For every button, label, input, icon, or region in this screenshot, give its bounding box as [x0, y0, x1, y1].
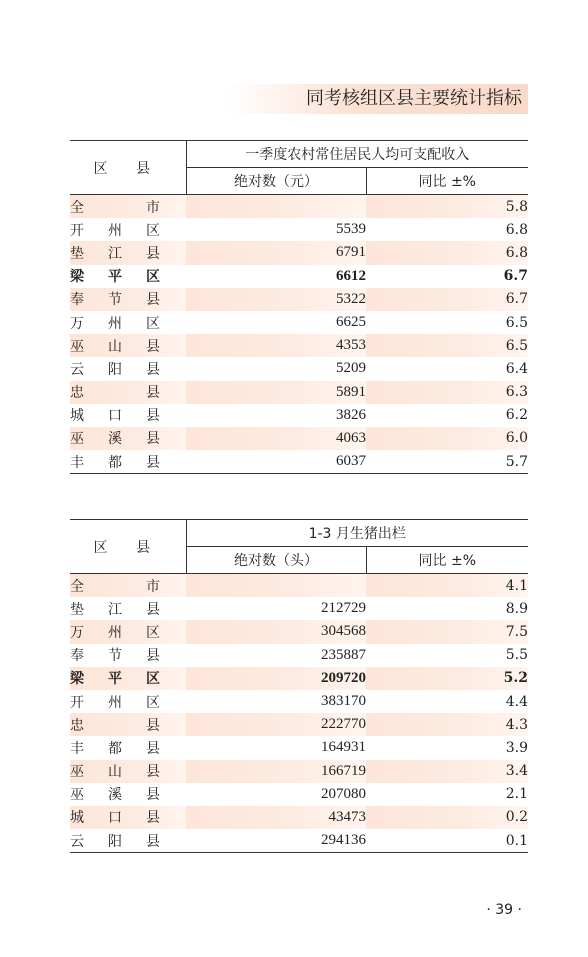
table-row [70, 829, 528, 853]
region-name [70, 736, 186, 759]
abs-value: 5539 [336, 221, 366, 238]
pct-value: 6.4 [505, 360, 528, 377]
region-name [70, 334, 186, 357]
region-name-char: 口 [108, 810, 122, 827]
region-name-char: 丰 [70, 454, 84, 471]
abs-value: 5209 [336, 360, 366, 377]
region-name-char: 阳 [108, 833, 122, 850]
abs-value: 212729 [321, 600, 366, 617]
region-name-char: 县 [146, 717, 160, 734]
pct-value: 6.7 [366, 288, 528, 311]
abs-value: 304568 [186, 620, 366, 643]
region-name-char: 区 [146, 222, 160, 239]
region-name-char: 开 [70, 222, 84, 239]
region-name-char: 全 [70, 199, 84, 216]
region-name-char: 山 [108, 764, 122, 781]
pct-value: 6.7 [503, 268, 528, 285]
table-row [70, 713, 528, 736]
region-name-char: 县 [146, 338, 160, 355]
abs-value: 294136 [186, 829, 366, 853]
pct-value: 2.1 [505, 786, 529, 803]
region-name [70, 806, 186, 829]
pct-value: 4.4 [505, 693, 529, 710]
region-name [70, 357, 186, 380]
table-row [70, 574, 528, 598]
region-name-char: 区 [146, 624, 160, 641]
pct-value: 3.4 [366, 760, 528, 783]
income-table [70, 140, 528, 474]
region-name-char: 巫 [70, 764, 84, 781]
region-name-char: 忠 [70, 717, 84, 734]
abs-value: 43473 [186, 806, 366, 829]
pct-value: 0.2 [366, 806, 528, 829]
region-name-char: 万 [70, 315, 84, 332]
region-name [70, 713, 186, 736]
region-name-char: 溪 [108, 431, 122, 448]
table-row [70, 195, 528, 219]
region-name-char: 县 [146, 431, 160, 448]
region-name-char: 区 [146, 315, 160, 332]
region-name [70, 195, 186, 219]
region-name-char: 江 [108, 601, 122, 618]
pct-value: 0.1 [366, 829, 528, 853]
pct-value: 7.5 [366, 620, 528, 643]
table-row [70, 760, 528, 783]
region-name-char: 溪 [108, 787, 122, 804]
table-row [70, 334, 528, 357]
region-name-char: 垫 [70, 245, 84, 262]
pct-header: 同比 ±% [366, 547, 528, 574]
region-name-char: 县 [146, 361, 160, 378]
region-name [70, 667, 186, 690]
region-name [70, 288, 186, 311]
region-name-char: 都 [108, 454, 122, 471]
region-name-char: 县 [146, 385, 160, 402]
region-name-char: 梁 [70, 671, 84, 688]
region-name [70, 311, 186, 334]
region-name-char: 全 [70, 578, 84, 595]
region-name [70, 241, 186, 264]
region-name-char: 州 [108, 624, 122, 641]
region-name-char: 都 [108, 740, 122, 757]
region-name-char: 县 [146, 764, 160, 781]
region-name [70, 427, 186, 450]
region-name-char: 县 [146, 601, 160, 618]
region-name-char: 平 [108, 671, 122, 688]
region-name [70, 690, 186, 713]
table-row [70, 311, 528, 334]
region-name-char: 县 [146, 787, 160, 804]
table-row [70, 218, 528, 241]
table-row [70, 736, 528, 759]
region-header: 区 县 [70, 141, 186, 195]
region-name [70, 783, 186, 806]
region-name-char: 县 [146, 810, 160, 827]
abs-value: 222770 [186, 713, 366, 736]
section-title: 同考核组区县主要统计指标 [228, 84, 528, 114]
abs-value: 5322 [186, 288, 366, 311]
region-name [70, 644, 186, 667]
table-row [70, 806, 528, 829]
region-name-char: 县 [146, 408, 160, 425]
abs-value: 209720 [186, 667, 366, 690]
region-name-char: 奉 [70, 648, 84, 665]
table-row [70, 667, 528, 690]
region-name-char: 节 [108, 648, 122, 665]
region-name-char: 山 [108, 338, 122, 355]
region-name [70, 381, 186, 404]
region-name-char: 县 [146, 292, 160, 309]
region-name-char: 巫 [70, 338, 84, 355]
region-name [70, 574, 186, 598]
pct-value: 4.3 [366, 713, 528, 736]
table-row [70, 357, 528, 380]
pct-value: 6.0 [366, 427, 528, 450]
region-name [70, 620, 186, 643]
region-name-char: 区 [146, 671, 160, 688]
abs-value: 6791 [186, 241, 366, 264]
region-header: 区 县 [70, 520, 186, 574]
table-row [70, 690, 528, 713]
table-row [70, 644, 528, 667]
region-name-char: 县 [146, 833, 160, 850]
region-name-char: 城 [70, 810, 84, 827]
region-name-char: 垫 [70, 601, 84, 618]
abs-value [186, 195, 366, 219]
region-name [70, 218, 186, 241]
pct-value: 4.1 [366, 574, 528, 598]
region-name-char: 梁 [70, 269, 84, 286]
region-name-char: 云 [70, 833, 84, 850]
abs-value: 207080 [321, 785, 366, 802]
pct-value: 5.8 [366, 195, 528, 219]
region-name-char: 市 [146, 199, 160, 216]
region-name [70, 760, 186, 783]
region-name-char: 丰 [70, 740, 84, 757]
pct-value: 5.2 [366, 667, 528, 690]
region-name-char: 区 [146, 269, 160, 286]
region-name-char: 口 [108, 408, 122, 425]
pig-table [70, 519, 528, 853]
region-name [70, 265, 186, 288]
region-name-char: 万 [70, 624, 84, 641]
region-name-char: 区 [146, 694, 160, 711]
pct-value: 6.8 [366, 241, 528, 264]
pct-value: 5.7 [366, 450, 528, 474]
region-name-char: 县 [146, 245, 160, 262]
region-name-char: 忠 [70, 385, 84, 402]
region-name-char: 州 [108, 694, 122, 711]
pct-value: 6.5 [366, 334, 528, 357]
table-row [70, 450, 528, 474]
region-name-char: 开 [70, 694, 84, 711]
pct-value: 6.8 [505, 221, 528, 238]
region-name-char: 巫 [70, 431, 84, 448]
table-row [70, 241, 528, 264]
region-name-char: 奉 [70, 292, 84, 309]
abs-value: 4063 [186, 427, 366, 450]
table-row [70, 783, 528, 806]
page-number: · 39 · [486, 902, 522, 918]
region-name-char: 阳 [108, 361, 122, 378]
region-name [70, 597, 186, 620]
region-name [70, 404, 186, 427]
abs-value: 6612 [336, 267, 366, 284]
region-name-char: 县 [146, 740, 160, 757]
pct-value: 6.2 [505, 407, 528, 424]
table-title: 一季度农村常住居民人均可支配收入 [186, 141, 528, 168]
abs-header: 绝对数（元） [186, 168, 366, 195]
pct-header: 同比 ±% [366, 168, 528, 195]
table-row [70, 620, 528, 643]
abs-value: 383170 [321, 693, 366, 710]
region-name [70, 450, 186, 474]
abs-value: 235887 [321, 646, 366, 663]
region-name-char: 云 [70, 361, 84, 378]
abs-value: 166719 [186, 760, 366, 783]
pct-value: 6.5 [505, 314, 528, 331]
table-title: 1-3 月生猪出栏 [186, 520, 528, 547]
region-name-char: 平 [108, 269, 122, 286]
abs-value [186, 574, 366, 598]
region-name-char: 县 [146, 648, 160, 665]
region-name-char: 县 [146, 454, 160, 471]
region-name-char: 节 [108, 292, 122, 309]
region-name [70, 829, 186, 853]
region-name-char: 州 [108, 222, 122, 239]
region-name-char: 州 [108, 315, 122, 332]
table-row [70, 597, 528, 620]
abs-value: 5891 [186, 381, 366, 404]
abs-value: 4353 [186, 334, 366, 357]
abs-value: 3826 [336, 406, 366, 423]
pct-value: 6.3 [366, 381, 528, 404]
region-name-char: 巫 [70, 787, 84, 804]
abs-value: 6037 [186, 450, 366, 474]
table-row [70, 265, 528, 288]
region-name-char: 江 [108, 245, 122, 262]
pct-value: 5.5 [505, 647, 529, 664]
table-row [70, 288, 528, 311]
region-name-char: 市 [146, 578, 160, 595]
abs-header: 绝对数（头） [186, 547, 366, 574]
abs-value: 164931 [321, 739, 366, 756]
pct-value: 8.9 [505, 600, 529, 617]
region-name-char: 城 [70, 408, 84, 425]
pct-value: 3.9 [505, 739, 529, 756]
table-row [70, 381, 528, 404]
table-row [70, 427, 528, 450]
table-row [70, 404, 528, 427]
abs-value: 6625 [336, 314, 366, 331]
